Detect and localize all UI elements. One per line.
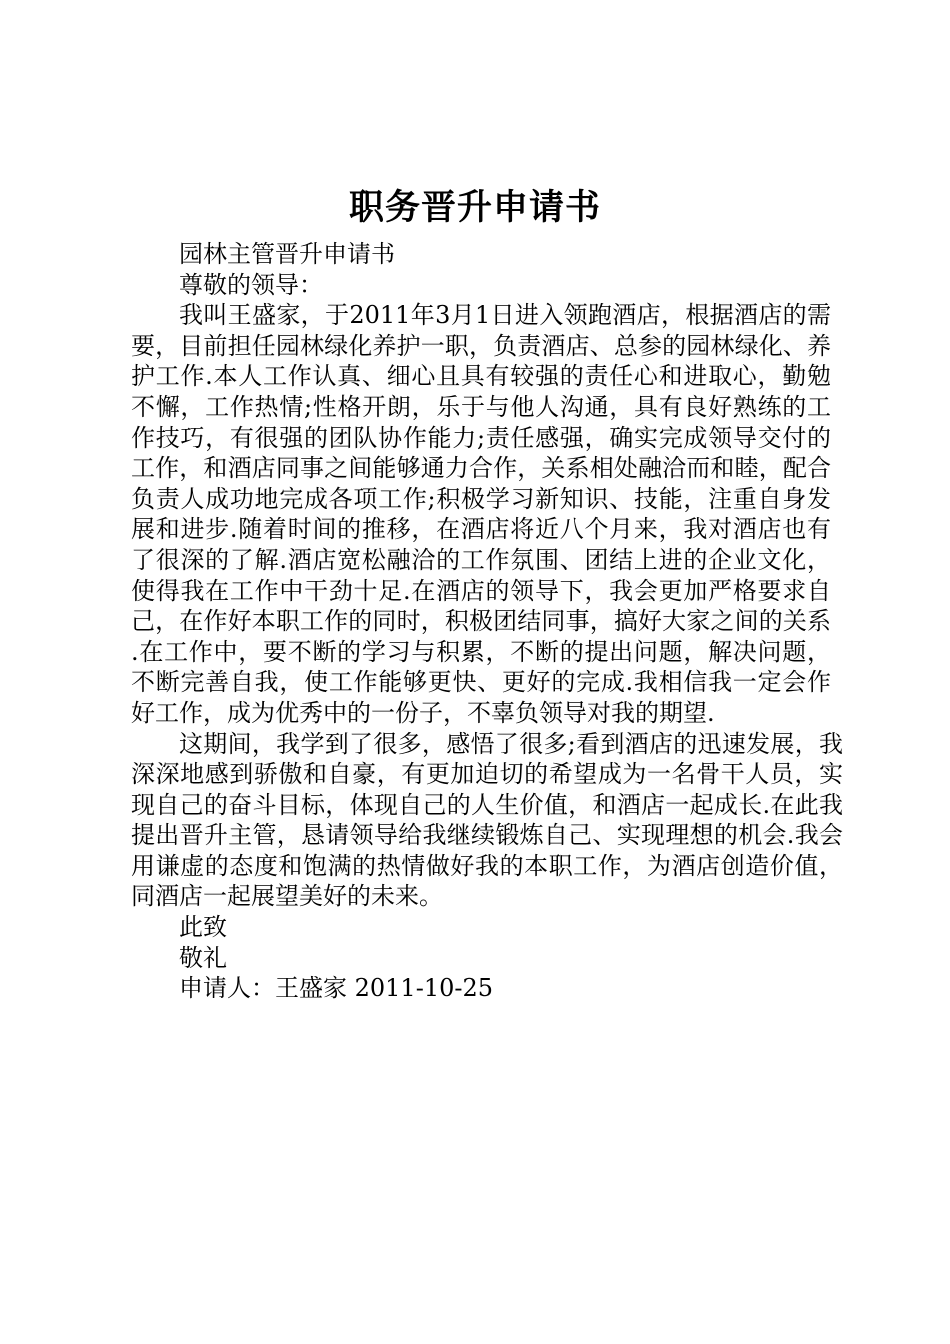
closing-line-1: 此致 <box>179 913 227 942</box>
document-body <box>131 239 843 1004</box>
document-title: 职务晋升申请书 <box>348 187 601 228</box>
body-paragraph-1: 我叫王盛家，于2011年3月1日进入领跑酒店，根据酒店的需要，目前担任园林绿化养护一职，负责酒店、总参的园林绿化、养护工作.本人工作认真、细心且具有较强的责任心和进取心，勤勉不懈，工作热情;性格开朗，乐于与他人沟通，具有良好熟练的工作技巧，有很强的团队协作能力;责任感强，确实完成领导交付的工作，和酒店同事之间能够通力合作，关系相处融洽而和睦，配合负责人成功地完成各项工作;积极学习新知识、技能，注重自身发展和进步.随着时间的推移，在酒店将近八个月来，我对酒店也有了很深的了解.酒店宽松融洽的工作氛围、团结上进的企业文化，使得我在工作中干劲十足.在酒店的领导下，我会更加严格要求自己，在作好本职工作的同时，积极团结同事，搞好大家之间的关系.在工作中，要不断的学习与积累，不断的提出问题，解决问题，不断完善自我，使工作能够更快、更好的完成.我相信我一定会作好工作，成为优秀中的一份子，不辜负领导对我的期望. <box>131 301 831 727</box>
salutation-line: 尊敬的领导： <box>179 270 323 299</box>
body-paragraph-2: 这期间，我学到了很多，感悟了很多;看到酒店的迅速发展，我深深地感到骄傲和自豪，有更加迫切的希望成为一名骨干人员，实现自己的奋斗目标，体现自己的人生价值，和酒店一起成长.在此我提出晋升主管，恳请领导给我继续锻炼自己、实现理想的机会.我会用谦虚的态度和饱满的热情做好我的本职工作，为酒店创造价值，同酒店一起展望美好的未来。 <box>131 729 843 911</box>
signature-line: 申请人：王盛家 2011-10-25 <box>179 974 494 1003</box>
subtitle-line: 园林主管晋升申请书 <box>179 240 395 268</box>
closing-line-2: 敬礼 <box>179 943 227 972</box>
